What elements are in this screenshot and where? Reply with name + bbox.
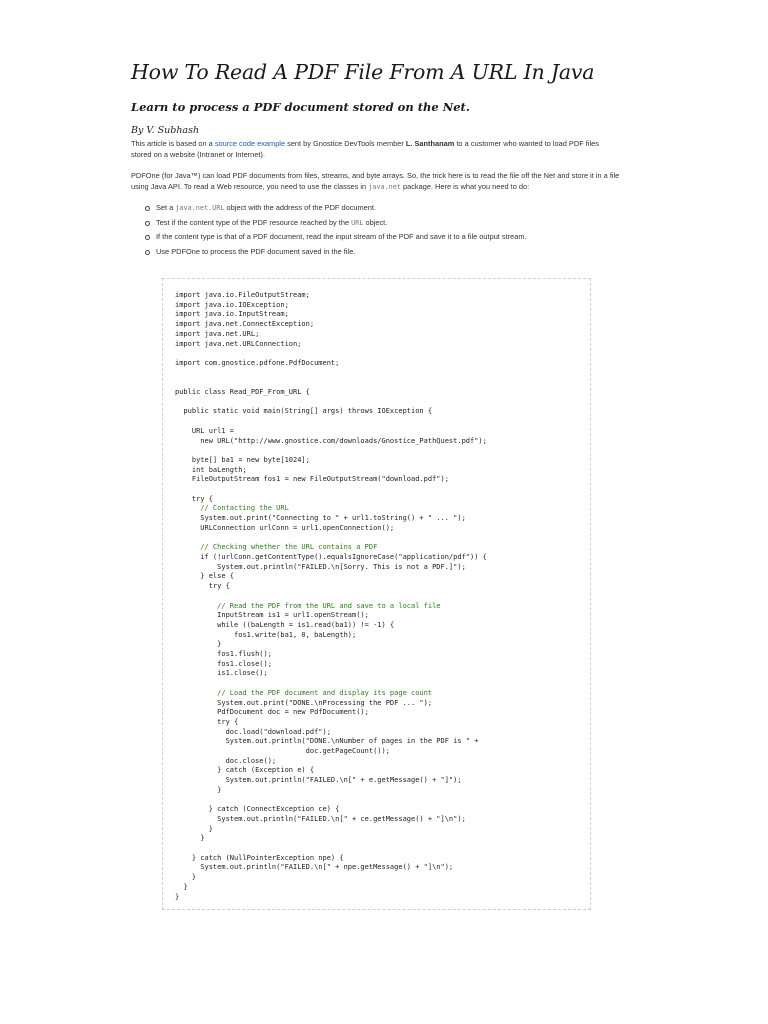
code-line: // Checking whether the URL contains a PDF xyxy=(175,543,378,552)
code-line: System.out.println("FAILED.\n[" + npe.getMessage() + "]\n"); xyxy=(175,863,454,872)
code-line: } else { xyxy=(175,572,235,581)
list-item xyxy=(145,216,527,231)
code-line: new URL("http://www.gnostice.com/downloads/Gnostice_PathQuest.pdf"); xyxy=(175,436,487,445)
bullet-text: If the content type is that of a PDF document, read the input stream of the PDF and save it to a file output stream. xyxy=(156,232,527,241)
intro-text-2: sent by Gnostice DevTools member xyxy=(285,139,406,148)
list-item xyxy=(145,201,527,216)
pdfone-paragraph xyxy=(131,171,621,192)
code-line: import java.io.FileOutputStream; xyxy=(175,291,310,299)
code-line: while ((baLength = is1.read(ba1)) != -1) { xyxy=(175,620,395,629)
list-item xyxy=(145,245,527,260)
article-title: How To Read A PDF File From A URL In Java xyxy=(131,60,595,84)
code-line: // Contacting the URL xyxy=(175,504,289,513)
bullet-icon xyxy=(145,221,150,226)
code-line: } xyxy=(175,873,197,882)
inline-code: URL xyxy=(351,218,364,227)
bullet-text: object. xyxy=(363,217,388,227)
code-line: is1.close(); xyxy=(175,669,268,678)
code-line: import java.io.InputStream; xyxy=(175,310,289,319)
code-line: System.out.println("FAILED.\n[" + e.getMessage() + "]"); xyxy=(175,776,462,785)
code-line: } xyxy=(175,640,222,649)
bullet-text: Set a xyxy=(156,203,176,212)
article-byline: By V. Subhash xyxy=(131,125,200,136)
code-line: import java.net.URLConnection; xyxy=(175,339,302,348)
intro-paragraph xyxy=(131,139,621,160)
code-line: } xyxy=(175,882,188,891)
para2-text-1: PDFOne (for Java™) can load PDF documents from files, streams, and byte arrays. So, the trick here is to read the file off the Net and store it in a file using Java API. To read a Web resource, you need to use the classes in xyxy=(131,171,620,191)
code-line: // Read the PDF from the URL and save to a local file xyxy=(175,601,441,610)
list-item xyxy=(145,230,527,245)
code-listing xyxy=(175,291,487,902)
code-line: import java.net.ConnectException; xyxy=(175,320,315,329)
code-line: PdfDocument doc = new PdfDocument(); xyxy=(175,708,369,717)
inline-code-java-net: java.net xyxy=(368,182,401,191)
bullet-icon xyxy=(145,250,150,255)
code-line: System.out.print("Connecting to " + url1.toString() + " ... "); xyxy=(175,514,466,523)
code-line: } xyxy=(175,785,222,794)
intro-text-1: This article is based on a xyxy=(131,139,215,148)
bullet-text: Test if the content type of the PDF resource reached by the xyxy=(156,217,352,227)
code-line: URLConnection urlConn = url1.openConnection(); xyxy=(175,523,395,532)
bullet-icon xyxy=(145,235,150,240)
article-subtitle: Learn to process a PDF document stored on the Net. xyxy=(131,100,470,114)
code-line: public class Read_PDF_From_URL { xyxy=(175,388,310,397)
code-line: System.out.println("DONE.\nNumber of pages in the PDF is " + xyxy=(175,737,479,746)
code-line: doc.load("download.pdf"); xyxy=(175,727,331,736)
code-line: if (!urlConn.getContentType().equalsIgnoreCase("application/pdf")) { xyxy=(175,552,487,561)
code-line: } xyxy=(175,824,213,833)
bullet-text: object with the address of the PDF document. xyxy=(224,203,377,212)
inline-code: java.net.URL xyxy=(175,204,225,212)
bullet-text: Use PDFOne to process the PDF document saved in the file. xyxy=(156,246,356,256)
bullet-icon xyxy=(145,206,150,211)
steps-list xyxy=(145,201,527,259)
code-line: byte[] ba1 = new byte[1024]; xyxy=(175,455,310,464)
code-line: System.out.print("DONE.\nProcessing the PDF ... "); xyxy=(175,698,433,707)
code-block xyxy=(162,278,591,910)
code-line: FileOutputStream fos1 = new FileOutputStream("download.pdf"); xyxy=(175,475,449,484)
member-name: L. Santhanam xyxy=(405,139,455,148)
code-line: try { xyxy=(175,494,213,503)
code-line: int baLength; xyxy=(175,465,247,474)
code-line: // Load the PDF document and display its page count xyxy=(175,688,433,697)
code-line: } catch (NullPointerException npe) { xyxy=(175,853,344,862)
source-code-example-link[interactable]: source code example xyxy=(214,139,286,148)
code-line: fos1.close(); xyxy=(175,659,272,668)
code-line: } catch (Exception e) { xyxy=(175,766,315,775)
code-line: System.out.println("FAILED.\n[" + ce.getMessage() + "]\n"); xyxy=(175,814,466,823)
code-line: doc.close(); xyxy=(175,756,277,765)
code-line: } xyxy=(175,892,180,901)
code-line: fos1.flush(); xyxy=(175,650,272,659)
code-line: fos1.write(ba1, 0, baLength); xyxy=(175,630,357,639)
para2-text-2: package. Here is what you need to do: xyxy=(400,181,530,191)
code-line: import com.gnostice.pdfone.PdfDocument; xyxy=(175,358,340,367)
code-line: try { xyxy=(175,582,230,591)
code-line: try { xyxy=(175,717,239,726)
code-line: System.out.println("FAILED.\n[Sorry. This is not a PDF.]"); xyxy=(175,562,466,571)
code-line: URL url1 = xyxy=(175,426,235,435)
code-line: } catch (ConnectException ce) { xyxy=(175,805,340,814)
code-line: doc.getPageCount()); xyxy=(175,747,390,756)
code-line: } xyxy=(175,834,205,843)
code-line: import java.net.URL; xyxy=(175,329,260,338)
code-line: import java.io.IOException; xyxy=(175,300,289,309)
intro-text-3: to a customer who wanted to load PDF files stored on a website (Intranet or Internet). xyxy=(131,139,599,159)
code-line: public static void main(String[] args) throws IOException { xyxy=(175,407,433,416)
code-line: InputStream is1 = url1.openStream(); xyxy=(175,611,369,620)
